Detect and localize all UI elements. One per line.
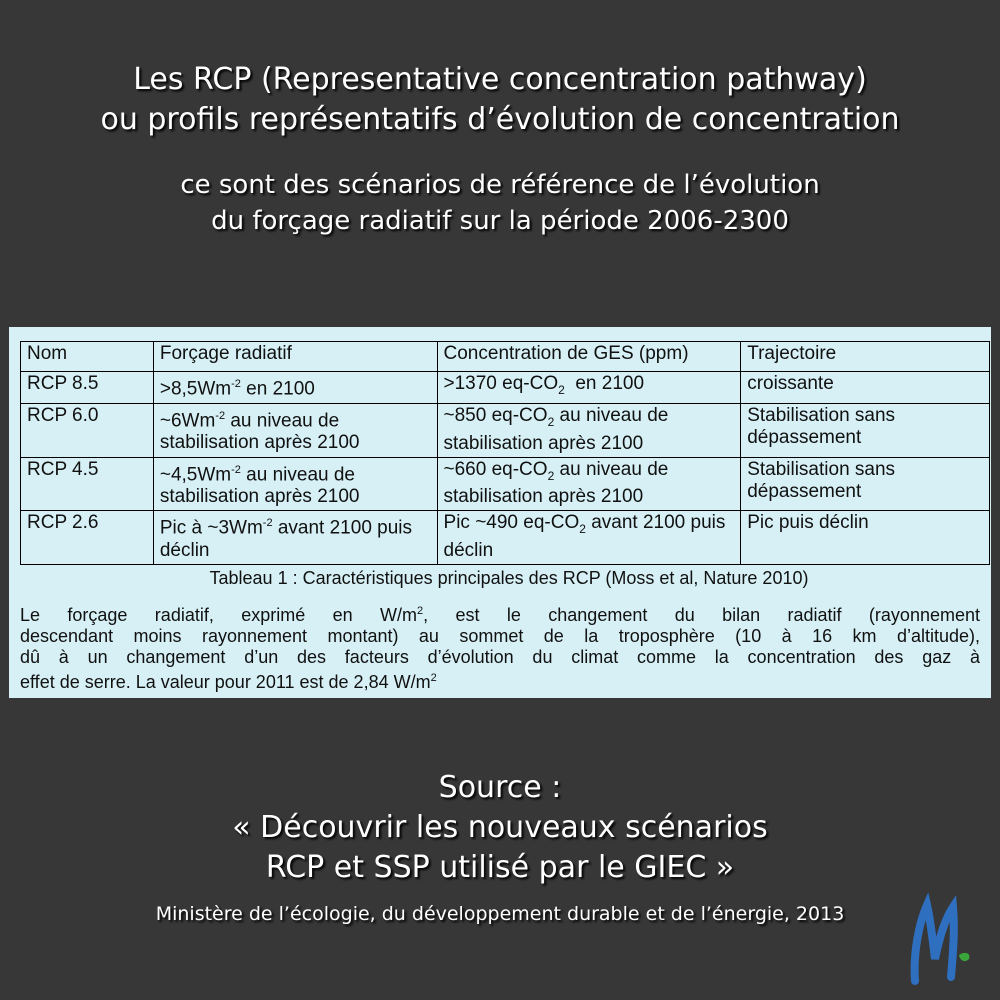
main-title — [0, 60, 1000, 140]
paragraph-text: Le forçage radiatif, exprimé en W/m — [20, 605, 417, 625]
title-line-1: Les RCP (Representative concentration pathway) — [133, 62, 867, 97]
table-row — [21, 511, 990, 565]
conc-sub: 2 — [558, 382, 565, 397]
row-forcing — [153, 457, 437, 511]
source-block — [0, 768, 1000, 888]
conc-sub: 2 — [547, 468, 555, 483]
forcing-detail: avant 2100 puis déclin — [159, 517, 413, 561]
conc-detail: au niveau de stabilisation après 2100 — [443, 458, 669, 508]
forcing-detail: en 2100 — [240, 378, 315, 400]
conc-detail: en 2100 — [564, 373, 645, 394]
conc-value: Pic ~490 eq-CO — [443, 512, 580, 534]
paragraph-line — [20, 668, 980, 693]
row-name: RCP 4.5 — [21, 457, 154, 511]
header-cell-name: Nom — [21, 342, 154, 372]
row-concentration — [437, 457, 741, 511]
source-title-line-1: « Découvrir les nouveaux scénarios — [232, 810, 768, 845]
row-name: RCP 6.0 — [21, 403, 154, 457]
paragraph-line: dû à un changement d’un des facteurs d’évolution du climat comme la concentration des gaz à — [20, 647, 980, 667]
forcing-unit-sup: -2 — [262, 517, 273, 530]
row-trajectory: Stabilisation sans dépassement — [741, 457, 990, 511]
conc-detail: avant 2100 puis déclin — [443, 512, 726, 562]
source-title-line-2: RCP et SSP utilisé par le GIEC » — [265, 850, 735, 885]
row-name: RCP 2.6 — [21, 511, 154, 565]
rcp-table-panel — [9, 327, 991, 698]
table-caption: Tableau 1 : Caractéristiques principales des RCP (Moss et al, Nature 2010) — [209, 568, 809, 588]
source-label: Source : — [438, 770, 562, 805]
row-trajectory: Pic puis déclin — [741, 511, 990, 565]
rcp-table — [20, 341, 990, 565]
forcing-value: Pic à ~3Wm — [159, 517, 263, 539]
paragraph-text: , est le changement du bilan radiatif (rayonnement — [423, 605, 980, 625]
forcing-definition-paragraph — [20, 601, 980, 693]
subtitle — [0, 167, 1000, 239]
row-trajectory: Stabilisation sans dépassement — [741, 403, 990, 457]
forcing-unit-sup: -2 — [215, 409, 226, 422]
row-forcing — [153, 511, 437, 565]
header-cell-forcing: Forçage radiatif — [153, 342, 437, 372]
forcing-value: ~6Wm — [159, 410, 216, 432]
forcing-detail: au niveau de stabilisation après 2100 — [159, 410, 360, 454]
conc-detail: au niveau de stabilisation après 2100 — [443, 404, 669, 454]
table-header-row — [21, 342, 990, 372]
row-concentration — [437, 403, 741, 457]
forcing-value: ~4,5Wm — [159, 463, 232, 485]
conc-value: >1370 eq-CO — [443, 373, 559, 394]
paragraph-line — [20, 601, 980, 626]
paragraph-text: effet de serre. La valeur pour 2011 est de 2,84 W/m — [20, 672, 431, 692]
row-concentration — [437, 511, 741, 565]
unit-sup: 2 — [430, 672, 437, 684]
forcing-unit-sup: -2 — [231, 463, 241, 476]
conc-sub: 2 — [579, 522, 586, 537]
conc-value: ~660 eq-CO — [443, 458, 548, 480]
source-credit: Ministère de l’écologie, du développement durable et de l’énergie, 2013 — [155, 903, 845, 925]
unit-sup: 2 — [417, 605, 424, 617]
table-row — [21, 457, 990, 511]
header-cell-trajectory: Trajectoire — [741, 342, 990, 372]
subtitle-line-1: ce sont des scénarios de référence de l’évolution — [180, 170, 820, 200]
row-trajectory: croissante — [741, 372, 990, 404]
forcing-unit-sup: -2 — [231, 378, 241, 390]
forcing-value: >8,5Wm — [159, 378, 232, 400]
row-forcing — [153, 403, 437, 457]
conc-sub: 2 — [547, 414, 555, 429]
subtitle-line-2: du forçage radiatif sur la période 2006-2300 — [211, 206, 789, 236]
table-row — [21, 403, 990, 457]
paragraph-line: descendant moins rayonnement montant) au sommet de la troposphère (10 à 16 km d’altitude), — [20, 626, 980, 646]
row-concentration — [437, 372, 741, 404]
header-cell-concentration: Concentration de GES (ppm) — [437, 342, 741, 372]
row-name: RCP 8.5 — [21, 372, 154, 404]
brand-m-logo-icon — [905, 893, 975, 988]
table-row — [21, 372, 990, 404]
title-line-2: ou profils représentatifs d’évolution de concentration — [100, 102, 900, 137]
conc-value: ~850 eq-CO — [443, 404, 548, 426]
row-forcing — [153, 372, 437, 404]
forcing-detail: au niveau de stabilisation après 2100 — [159, 463, 360, 507]
